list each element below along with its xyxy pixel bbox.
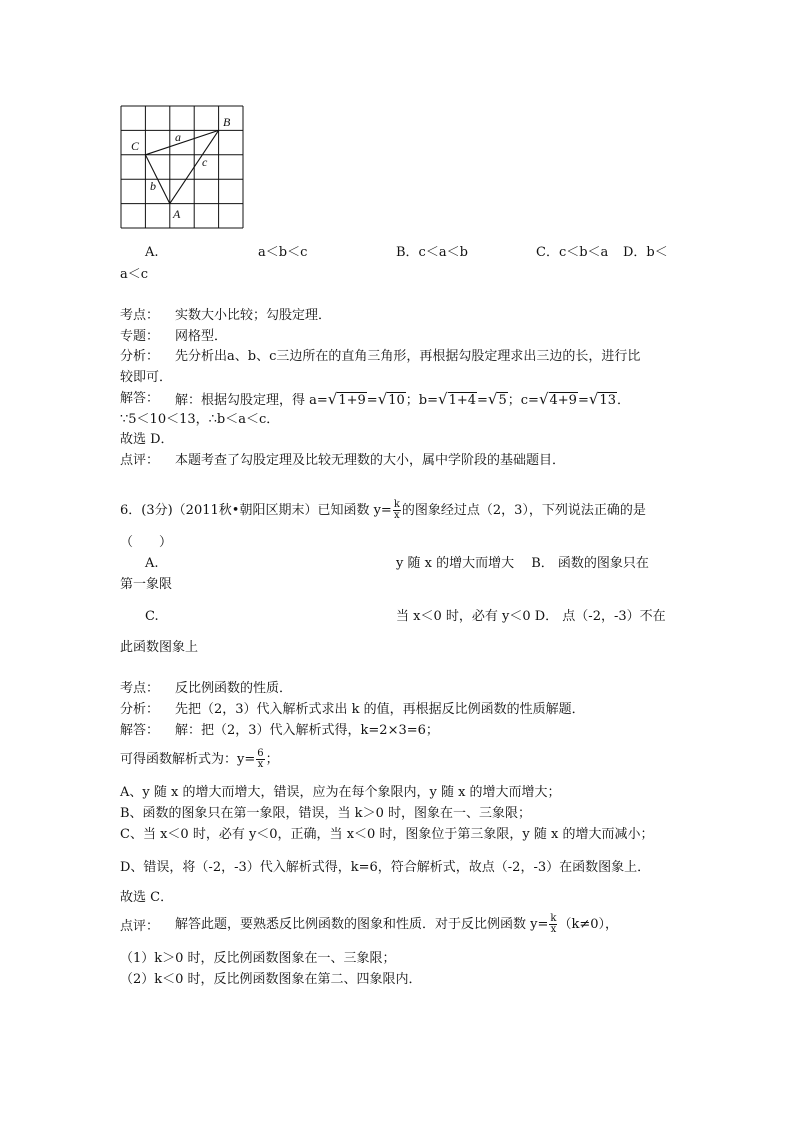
label-c: c	[202, 155, 208, 169]
label-a: a	[175, 130, 181, 144]
q5-option-b: B．c＜a＜b	[396, 245, 468, 260]
q6-dianping-text: 解答此题，要熟悉反比例函数的图象和性质．对于反比例函数 y= $\frac{k}{x}$ （k≠0），	[175, 913, 618, 935]
q5-jieda-formula: 解：根据勾股定理，得 a=√1+9=√10；b=√1+4=√5；c=√4+9=√13．	[175, 390, 630, 408]
q5-jieda-label: 解答：	[120, 391, 160, 406]
q5-option-d-cont: a＜c	[120, 267, 149, 282]
q5-kaodian-text: 实数大小比较；勾股定理．	[175, 308, 332, 323]
q6-option-c-label: C.	[145, 609, 159, 624]
q6-stem: 6．(3分)（2011秋•朝阳区期末）已知函数 y= $\frac{k}{x}$ 的图象经过点（2，3），下列说法正确的是	[120, 499, 646, 521]
q5-option-a-label: A.	[145, 245, 159, 260]
q6-option-d-cont: 此函数图象上	[120, 640, 199, 655]
q6-option-b-cont: 第一象限	[120, 577, 173, 592]
q5-answer: 故选 D．	[120, 432, 174, 447]
label-B: B	[223, 115, 231, 129]
q6-dianping-fraction: $\frac{k}{x}$	[550, 913, 557, 935]
q6-kaodian-text: 反比例函数的性质．	[175, 681, 293, 696]
q6-option-a-label: A.	[145, 556, 159, 571]
q6-kaodian-label: 考点：	[120, 681, 160, 696]
q5-fenxi-text: 先分析出a、b、c三边所在的直角三角形，再根据勾股定理求出三边的长，进行比	[175, 349, 641, 364]
q6-answer: 故选 C．	[120, 890, 174, 905]
q6-option-a-b: y 随 x 的增大而增大 B． 函数的图象只在	[396, 556, 649, 571]
q6-fenxi-text: 先把（2，3）代入解析式求出 k 的值，再根据反比例函数的性质解题．	[175, 702, 585, 717]
q5-fenxi-label: 分析：	[120, 349, 160, 364]
q6-kede-fraction: $\frac{6}{x}$	[257, 748, 264, 770]
q6-note-1: （1）k＞0 时，反比例函数图象在一、三象限；	[120, 951, 396, 966]
q6-stem-fraction: $\frac{k}{x}$	[393, 499, 400, 521]
q5-zhuanti-text: 网格型．	[175, 329, 228, 344]
q6-paren: （ ）	[120, 535, 173, 550]
q6-kede: 可得函数解析式为：y= $\frac{6}{x}$ ；	[120, 748, 279, 770]
q5-fenxi-text-cont: 较即可．	[120, 370, 173, 385]
q6-line-c: C、当 x＜0 时，必有 y＜0，正确，当 x＜0 时，图象位于第三象限，y 随 x 的增大而减小；	[120, 827, 654, 842]
label-A: A	[173, 207, 181, 221]
q6-line-d: D、错误，将（-2，-3）代入解析式得，k=6，符合解析式，故点（-2，-3）在函数图象上．	[120, 860, 651, 875]
q6-option-c-d: 当 x＜0 时，必有 y＜0 D． 点（-2，-3）不在	[396, 609, 666, 624]
grid-figure	[115, 100, 255, 235]
q5-dianping-label: 点评：	[120, 453, 160, 468]
q6-line-a: A、y 随 x 的增大而增大，错误，应为在每个象限内，y 随 x 的增大而增大；	[120, 785, 561, 800]
q6-note-2: （2）k＜0 时，反比例函数图象在第二、四象限内．	[120, 972, 422, 987]
q5-option-a: a＜b＜c	[258, 245, 308, 260]
label-b: b	[150, 179, 156, 193]
q5-dianping-text: 本题考查了勾股定理及比较无理数的大小，属中学阶段的基础题目．	[175, 453, 566, 468]
q6-line-b: B、函数的图象只在第一象限，错误，当 k＞0 时，图象在一、三象限；	[120, 806, 531, 821]
triangle-abc	[145, 130, 218, 203]
q6-jieda-label: 解答：	[120, 723, 160, 738]
q6-jieda-text: 解：把（2，3）代入解析式得，k=2×3=6；	[175, 723, 439, 738]
q5-option-d: D．b＜	[623, 245, 668, 260]
q6-fenxi-label: 分析：	[120, 702, 160, 717]
q5-jieda-line2: ∵5＜10＜13，∴b＜a＜c．	[120, 412, 280, 427]
q5-kaodian-label: 考点：	[120, 308, 160, 323]
q5-option-c: C．c＜b＜a	[536, 245, 609, 260]
q5-zhuanti-label: 专题：	[120, 329, 160, 344]
label-C: C	[131, 139, 140, 153]
q6-dianping-label: 点评：	[120, 919, 160, 934]
